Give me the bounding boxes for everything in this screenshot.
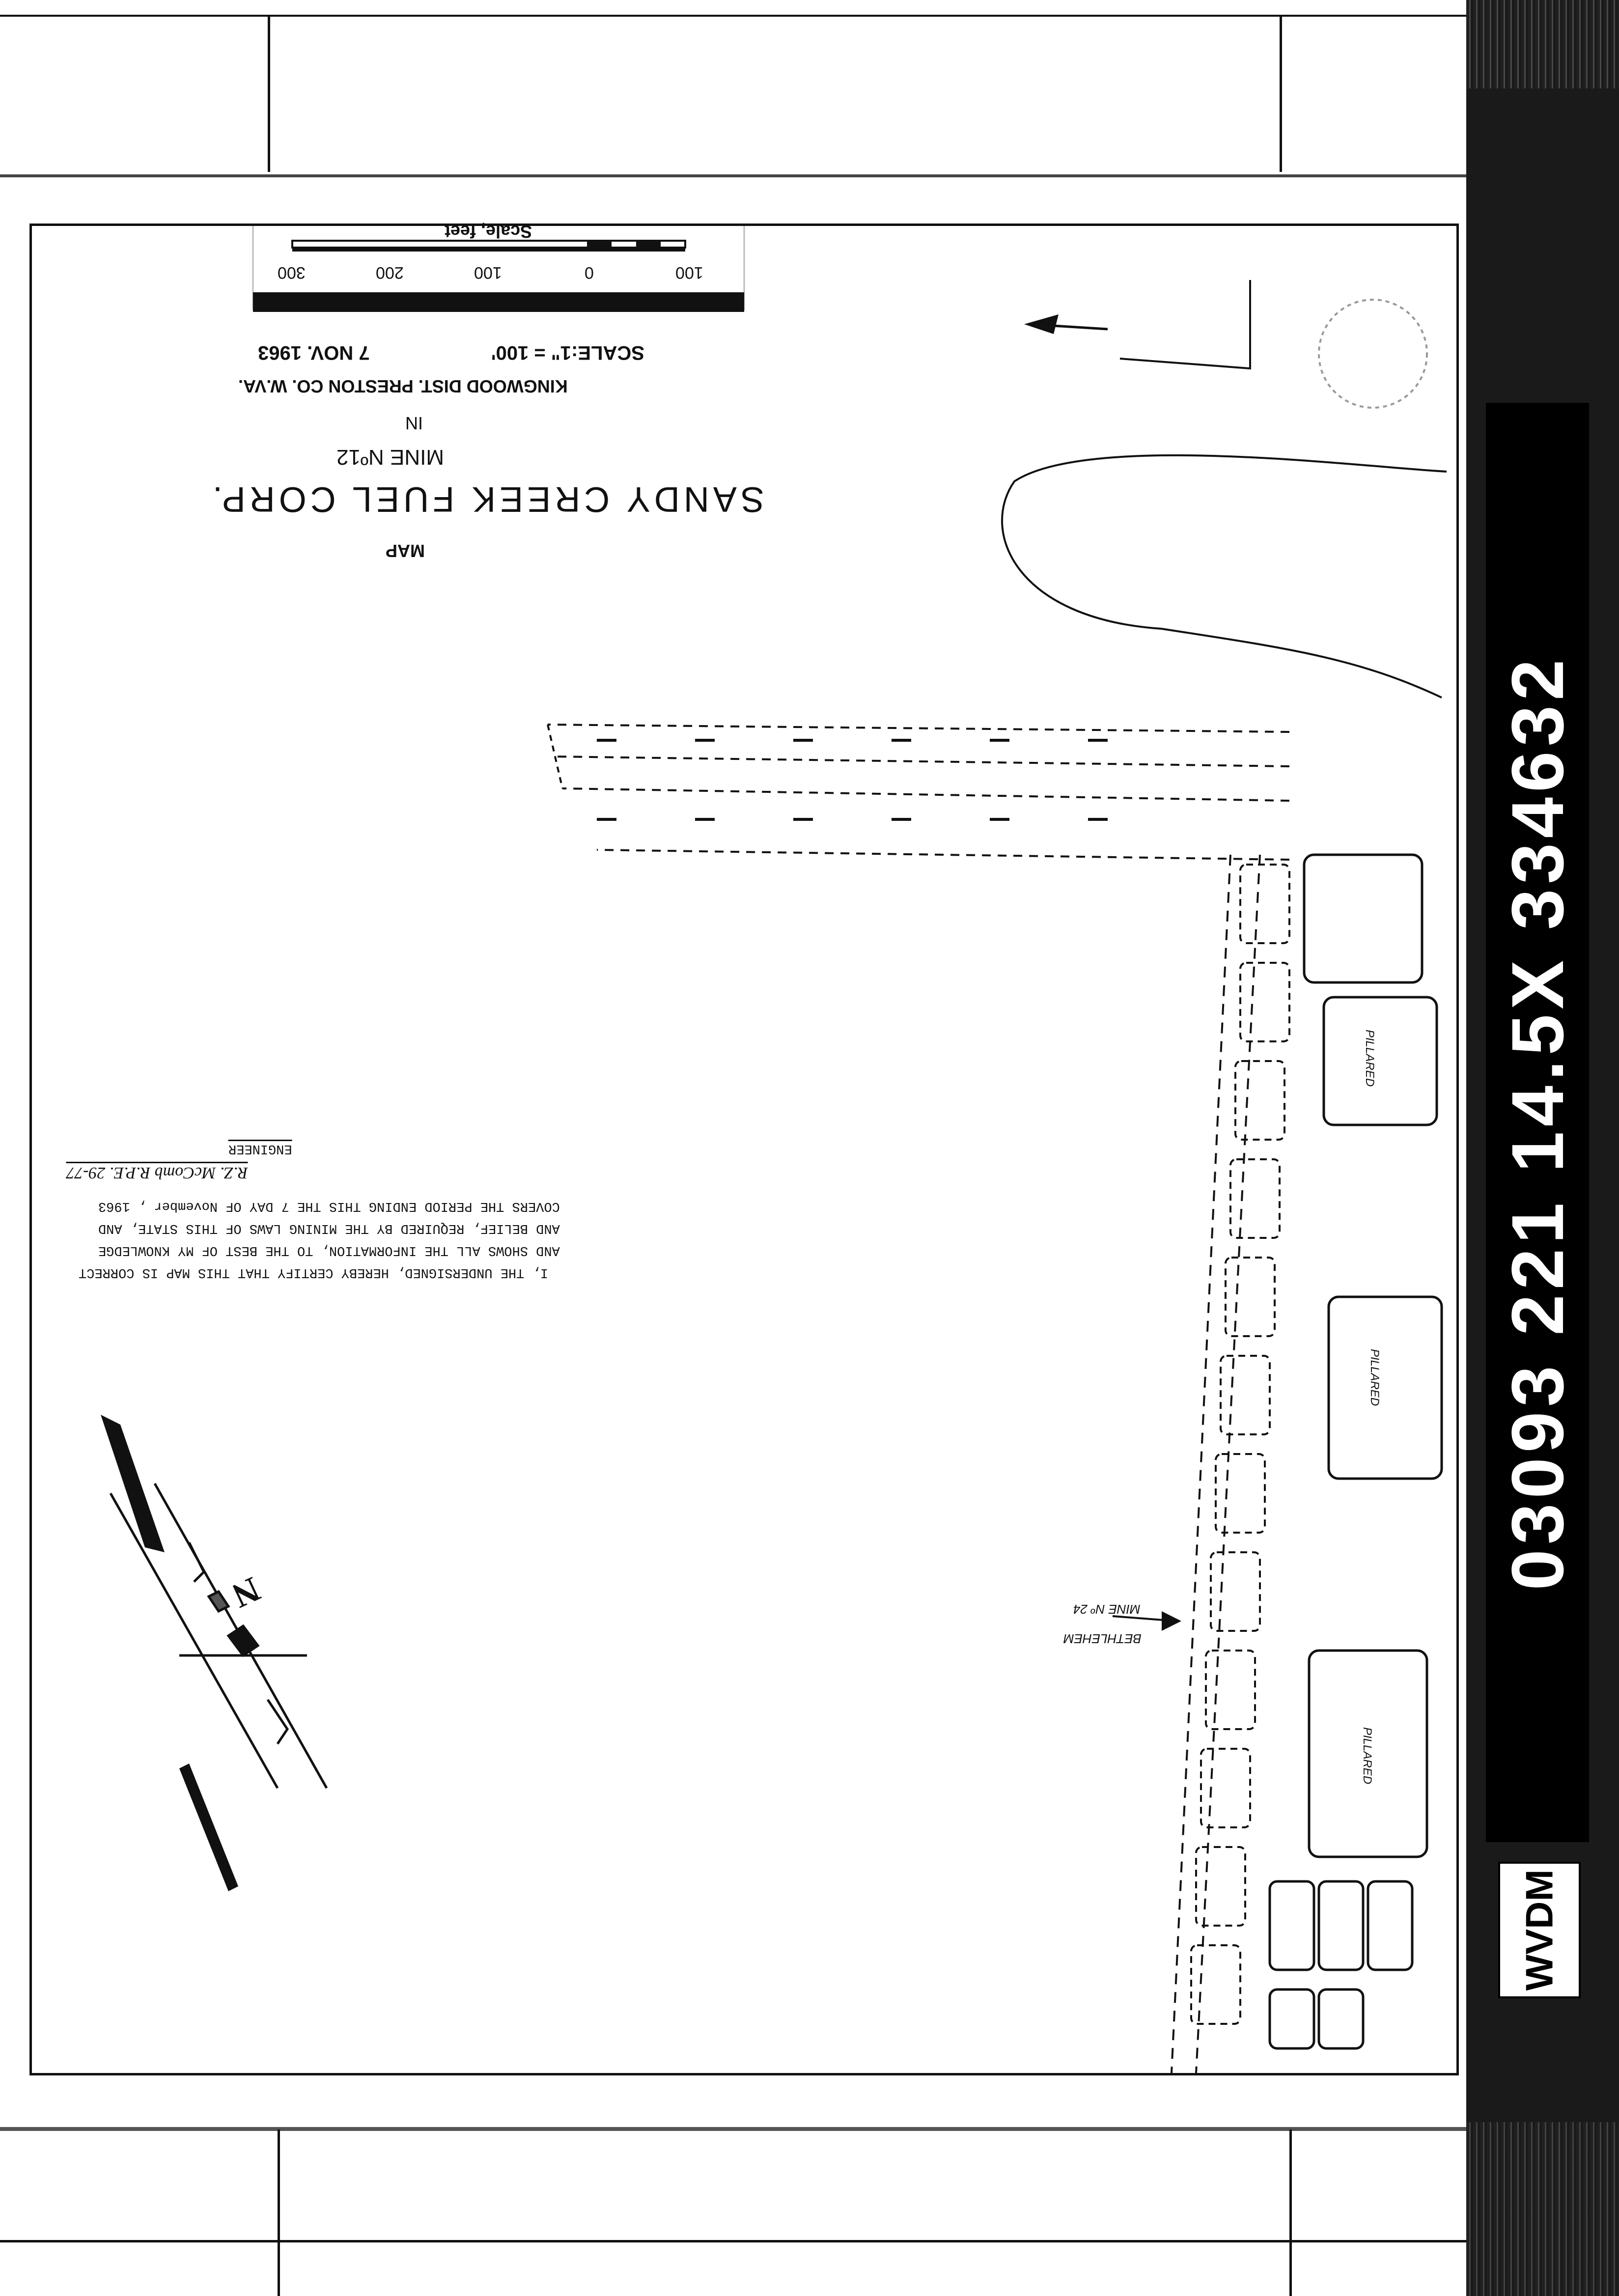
outcrop-line [1002, 455, 1447, 698]
boundary-line [1196, 855, 1260, 2073]
scale-tick-2: 0 [585, 263, 594, 282]
map-sheet [29, 224, 1459, 2075]
scale-tick-4: 200 [376, 263, 404, 282]
north-label: N [226, 1569, 266, 1616]
pillared-label-1: PILLARED [1363, 1029, 1377, 1087]
frame-line-v2 [1280, 15, 1282, 172]
agency-label: WVDM [1517, 1869, 1561, 1991]
frame-number [1486, 403, 1589, 1842]
scale-tick-5: 300 [278, 263, 306, 282]
map-date: 7 NOV. 1963 [258, 342, 370, 364]
pillared-label-2: PILLARED [1368, 1348, 1382, 1406]
stamp-seal [1319, 300, 1427, 408]
in-label: IN [405, 413, 423, 433]
company-title: SANDY CREEK FUEL CORP. [209, 479, 764, 519]
cert-line-1: I, THE UNDERSIGNED, HEREBY CERTIFY THAT THIS MAP IS CORRECT [79, 1265, 548, 1280]
frame-line-lower [0, 2127, 1466, 2131]
location: KINGWOOD DIST. PRESTON CO. W.VA. [238, 376, 568, 396]
cert-line-4: COVERS THE PERIOD ENDING THIS THE 7 DAY OF November , 1963 [98, 1199, 560, 1213]
cert-signature: R.Z. McComb R.P.E. 29-77 [66, 1162, 248, 1182]
scale-caption: Scale, feet [445, 222, 532, 242]
scale-bar-band [253, 292, 744, 312]
scale-tick-3: 100 [474, 263, 502, 282]
frame-line-v1 [268, 15, 270, 172]
scale-text: SCALE:1" = 100' [491, 342, 644, 364]
frame-line-v3 [278, 2129, 280, 2296]
cert-role: ENGINEER [228, 1140, 292, 1156]
pillar-blocks [1270, 855, 1442, 2048]
frame-line-upper [0, 174, 1466, 177]
frame-line-bottom [0, 2240, 1466, 2242]
arrow-icon [1024, 314, 1059, 334]
cert-line-3: AND BELIEF, REQUIRED BY THE MINING LAWS OF THIS STATE, AND [98, 1221, 560, 1235]
bethlehem-label: BETHLEHEM [1063, 1631, 1142, 1646]
frame-number-text: 03093 221 14.5X 334632 [1496, 654, 1579, 1591]
map-label: MAP [386, 541, 425, 561]
agency-box [1498, 1862, 1581, 1998]
bethlehem-mine-label: MINE Nº 24 [1073, 1602, 1141, 1617]
scale-tick-1: 100 [675, 263, 703, 282]
frame-line-v4 [1289, 2129, 1292, 2296]
mine-name: MINE Nº12 [336, 445, 445, 469]
pillared-label-3: PILLARED [1361, 1727, 1374, 1785]
frame-line-top [0, 15, 1466, 17]
cert-line-2: AND SHOWS ALL THE INFORMATION, TO THE BEST OF MY KNOWLEDGE [98, 1243, 560, 1258]
